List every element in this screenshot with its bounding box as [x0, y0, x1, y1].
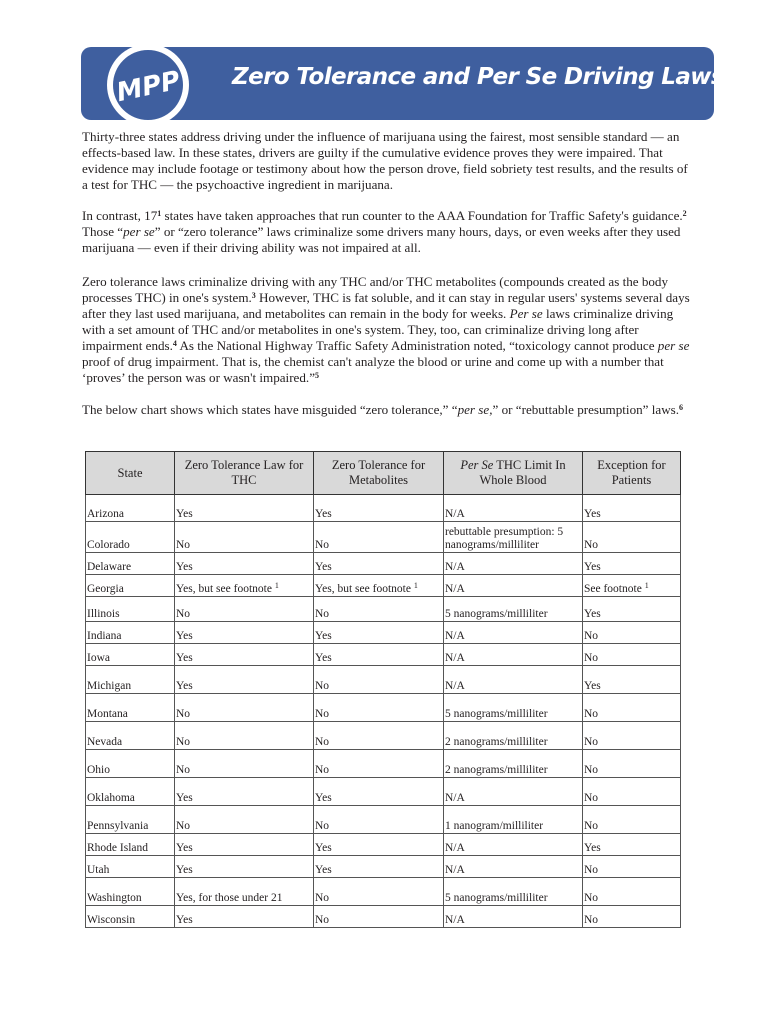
- cell-per-se: 1 nanogram/milliliter: [444, 806, 583, 834]
- cell-zero-metabolites: Yes: [314, 495, 444, 522]
- cell-state: Illinois: [86, 597, 175, 622]
- cell-zero-thc: Yes, for those under 21: [175, 878, 314, 906]
- cell-zero-thc: Yes: [175, 644, 314, 666]
- cell-per-se: N/A: [444, 622, 583, 644]
- cell-zero-thc: Yes: [175, 856, 314, 878]
- cell-exception: Yes: [583, 553, 681, 575]
- cell-state: Michigan: [86, 666, 175, 694]
- cell-zero-metabolites: No: [314, 694, 444, 722]
- cell-per-se: 2 nanograms/milliliter: [444, 722, 583, 750]
- cell-zero-metabolites: No: [314, 666, 444, 694]
- col-header-exception: Exception for Patients: [583, 452, 681, 495]
- cell-state: Colorado: [86, 522, 175, 553]
- cell-zero-metabolites: Yes: [314, 834, 444, 856]
- cell-zero-metabolites: Yes, but see footnote $^1$: [314, 575, 444, 597]
- cell-zero-thc: No: [175, 806, 314, 834]
- cell-zero-thc: No: [175, 597, 314, 622]
- svg-text:MPP: MPP: [114, 65, 183, 109]
- footnote-ref: 5: [315, 371, 320, 380]
- cell-per-se: 5 nanograms/milliliter: [444, 694, 583, 722]
- cell-exception: See footnote $^1$: [583, 575, 681, 597]
- cell-zero-thc: No: [175, 522, 314, 553]
- cell-state: Montana: [86, 694, 175, 722]
- page-title: Zero Tolerance and Per Se Driving Laws: [232, 64, 724, 90]
- table-row: [86, 666, 681, 694]
- cell-exception: No: [583, 806, 681, 834]
- cell-zero-metabolites: Yes: [314, 644, 444, 666]
- cell-per-se: N/A: [444, 495, 583, 522]
- cell-exception: No: [583, 878, 681, 906]
- cell-per-se: N/A: [444, 834, 583, 856]
- col-header-per-se: Per Se THC Limit In Whole Blood: [444, 452, 583, 495]
- contrast-paragraph: In contrast, $17^1$ states have taken approaches that run counter to the AAA Foundation for Traffic Safety's guidance.$^2$ Those “per se” or “zero tolerance” laws criminalize some drivers many hours, days, or even weeks after they used marijuana — even if their driving ability was not impaired at all.: [82, 208, 687, 255]
- footnote-ref: 4: [172, 339, 177, 348]
- cell-exception: Yes: [583, 834, 681, 856]
- table-row: [86, 806, 681, 834]
- cell-zero-thc: No: [175, 750, 314, 778]
- cell-zero-thc: Yes: [175, 666, 314, 694]
- cell-exception: No: [583, 694, 681, 722]
- cell-zero-metabolites: No: [314, 597, 444, 622]
- cell-exception: Yes: [583, 495, 681, 522]
- cell-state: Nevada: [86, 722, 175, 750]
- cell-per-se: N/A: [444, 644, 583, 666]
- cell-exception: No: [583, 622, 681, 644]
- cell-zero-thc: Yes: [175, 495, 314, 522]
- cell-exception: No: [583, 856, 681, 878]
- cell-zero-thc: Yes: [175, 906, 314, 928]
- table-row: [86, 878, 681, 906]
- cell-zero-thc: No: [175, 722, 314, 750]
- cell-per-se: N/A: [444, 856, 583, 878]
- mpp-logo: [98, 40, 198, 130]
- table-row: [86, 694, 681, 722]
- cell-per-se: 2 nanograms/milliliter: [444, 750, 583, 778]
- cell-state: Indiana: [86, 622, 175, 644]
- cell-zero-metabolites: Yes: [314, 778, 444, 806]
- col-header-zero-metabolites: Zero Tolerance for Metabolites: [314, 452, 444, 495]
- chart-intro-paragraph: The below chart shows which states have misguided “zero tolerance,” “per se,” or “rebuttable presumption” laws.$^6$: [82, 402, 684, 417]
- cell-per-se: 5 nanograms/milliliter: [444, 597, 583, 622]
- state-laws-table: [85, 451, 681, 928]
- cell-exception: Yes: [583, 597, 681, 622]
- cell-per-se: 5 nanograms/milliliter: [444, 878, 583, 906]
- cell-zero-metabolites: Yes: [314, 856, 444, 878]
- cell-zero-metabolites: No: [314, 906, 444, 928]
- cell-zero-thc: Yes: [175, 622, 314, 644]
- table-row: [86, 750, 681, 778]
- cell-zero-metabolites: No: [314, 750, 444, 778]
- cell-zero-thc: Yes: [175, 778, 314, 806]
- table-row: [86, 553, 681, 575]
- footnote-ref: 1: [157, 209, 162, 218]
- cell-zero-metabolites: No: [314, 806, 444, 834]
- cell-per-se: N/A: [444, 666, 583, 694]
- col-header-zero-thc: Zero Tolerance Law for THC: [175, 452, 314, 495]
- cell-zero-metabolites: No: [314, 522, 444, 553]
- table-row: [86, 722, 681, 750]
- cell-state: Iowa: [86, 644, 175, 666]
- cell-state: Utah: [86, 856, 175, 878]
- cell-zero-metabolites: Yes: [314, 553, 444, 575]
- cell-state: Georgia: [86, 575, 175, 597]
- table-row: [86, 597, 681, 622]
- cell-exception: No: [583, 778, 681, 806]
- cell-zero-thc: No: [175, 694, 314, 722]
- table-row: [86, 522, 681, 553]
- cell-state: Washington: [86, 878, 175, 906]
- footnote-ref: 1: [644, 581, 649, 590]
- cell-zero-thc: Yes, but see footnote $^1$: [175, 575, 314, 597]
- cell-exception: No: [583, 750, 681, 778]
- cell-exception: No: [583, 522, 681, 553]
- table-row: [86, 644, 681, 666]
- cell-zero-metabolites: No: [314, 722, 444, 750]
- cell-exception: No: [583, 722, 681, 750]
- cell-exception: No: [583, 906, 681, 928]
- cell-zero-metabolites: No: [314, 878, 444, 906]
- footnote-ref: 1: [274, 581, 279, 590]
- intro-paragraph: Thirty-three states address driving under the influence of marijuana using the fairest, most sensible standard — an effects-based law. In these states, drivers are guilty if the cumulative evidence proves they were impaired. That evidence may include footage or testimony about how the person drove, field sobriety test results, and the results of a test for THC — the psychoactive ingredient in marijuana.: [82, 129, 688, 192]
- cell-exception: Yes: [583, 666, 681, 694]
- cell-per-se: rebuttable presumption: 5 nanograms/milliliter: [444, 522, 583, 553]
- footnote-ref: 6: [679, 403, 684, 412]
- table-row: [86, 622, 681, 644]
- footnote-ref: 1: [413, 581, 418, 590]
- footnote-ref: 3: [251, 291, 256, 300]
- table-header-row: [86, 452, 681, 495]
- table-row: [86, 856, 681, 878]
- cell-state: Pennsylvania: [86, 806, 175, 834]
- cell-state: Ohio: [86, 750, 175, 778]
- table-row: [86, 834, 681, 856]
- cell-state: Arizona: [86, 495, 175, 522]
- cell-exception: No: [583, 644, 681, 666]
- col-header-state: State: [86, 452, 175, 495]
- table-row: [86, 575, 681, 597]
- zero-tolerance-paragraph: Zero tolerance laws criminalize driving with any THC and/or THC metabolites (compounds created as the body processes THC) in one's system.$^3$ However, THC is fat soluble, and it can stay in regular users' systems several days after they last used marijuana, and metabolites can remain in the body for weeks. Per se laws criminalize driving with a set amount of THC and/or metabolites in one's system. They, too, can criminalize driving long after impairment ends.$^4$ As the National Highway Traffic Safety Administration noted, “toxicology cannot produce per se proof of drug impairment. That is, the chemist can't analyze the blood or urine and come up with a number that ‘proves’ the person was or wasn't impaired.”$^5$: [82, 274, 690, 385]
- cell-state: Wisconsin: [86, 906, 175, 928]
- cell-state: Delaware: [86, 553, 175, 575]
- cell-per-se: N/A: [444, 778, 583, 806]
- cell-zero-thc: Yes: [175, 553, 314, 575]
- cell-per-se: N/A: [444, 553, 583, 575]
- cell-state: Oklahoma: [86, 778, 175, 806]
- table-row: [86, 778, 681, 806]
- cell-zero-metabolites: Yes: [314, 622, 444, 644]
- cell-per-se: N/A: [444, 575, 583, 597]
- table-row: [86, 495, 681, 522]
- cell-state: Rhode Island: [86, 834, 175, 856]
- cell-zero-thc: Yes: [175, 834, 314, 856]
- footnote-ref: 2: [682, 209, 687, 218]
- table-row: [86, 906, 681, 928]
- cell-per-se: N/A: [444, 906, 583, 928]
